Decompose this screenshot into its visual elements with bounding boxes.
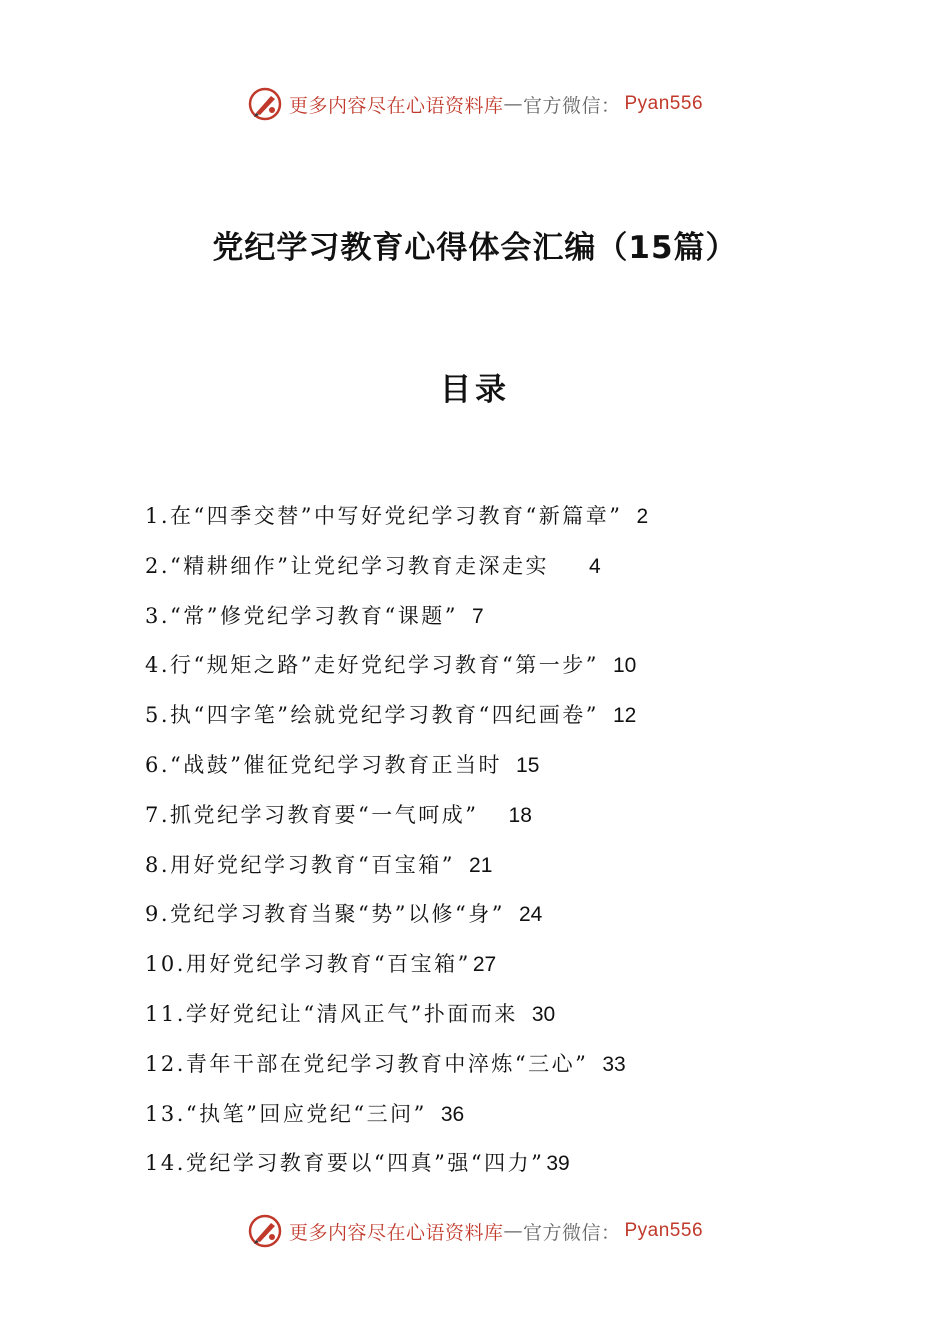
toc-entry[interactable] (145, 596, 825, 646)
watermark-site-text: 更多内容尽在心语资料库 (288, 1221, 504, 1244)
toc-entry-page: 30 (531, 1002, 556, 1026)
toc-entry-title: 7.抓党纪学习教育要“一气呵成” (145, 802, 479, 827)
pen-logo-icon (247, 1213, 283, 1249)
toc-entry[interactable] (145, 944, 825, 994)
table-of-contents (145, 496, 825, 1193)
toc-entry-title: 3.“常”修党纪学习教育“课题” (145, 603, 458, 628)
toc-entry-title: 1.在“四季交替”中写好党纪学习教育“新篇章” (145, 504, 623, 528)
toc-entry-title: 4.行“规矩之路”走好党纪学习教育“第一步” (145, 653, 599, 678)
toc-entry-title: 13.“执笔”回应党纪“三问” (145, 1101, 427, 1126)
toc-entry-page: 33 (602, 1052, 626, 1076)
watermark-wechat-label: 官方微信： (522, 94, 621, 117)
toc-entry[interactable] (145, 1094, 825, 1144)
watermark-wechat-handle: Pyan556 (624, 93, 704, 114)
toc-entry-page: 36 (440, 1102, 465, 1126)
toc-entry-page: 4 (589, 554, 601, 578)
watermark-wechat-handle: Pyan556 (624, 1220, 704, 1241)
watermark-site-text: 更多内容尽在心语资料库 (288, 94, 504, 117)
toc-entry-page: 15 (516, 753, 540, 777)
toc-entry-title: 11.学好党纪让“清风正气”扑面而来 (145, 1001, 518, 1026)
toc-entry-page: 27 (472, 953, 497, 977)
toc-entry-page: 24 (518, 903, 543, 927)
toc-entry-page: 2 (636, 505, 649, 528)
document-title: 党纪学习教育心得体会汇编（15篇） (212, 230, 738, 266)
watermark-dash: — (503, 1220, 523, 1242)
toc-entry[interactable] (145, 845, 825, 895)
toc-entry[interactable] (145, 994, 825, 1044)
toc-entry[interactable] (145, 1143, 825, 1193)
toc-entry[interactable] (145, 645, 825, 695)
footer-watermark (0, 1211, 950, 1251)
toc-entry-title: 2.“精耕细作”让党纪学习教育走深走实 (145, 553, 550, 578)
toc-entry-page: 7 (471, 604, 484, 628)
toc-entry[interactable] (145, 745, 825, 795)
toc-entry-title: 10.用好党纪学习教育“百宝箱” (145, 952, 471, 977)
toc-heading: 目录 (440, 372, 510, 408)
toc-entry[interactable] (145, 894, 825, 944)
toc-entry-title: 12.青年干部在党纪学习教育中淬炼“三心” (145, 1051, 589, 1076)
toc-entry-page: 21 (469, 853, 493, 877)
watermark-dash: — (503, 93, 523, 115)
toc-entry[interactable] (145, 695, 825, 745)
toc-entry[interactable] (145, 795, 825, 845)
toc-entry-page: 12 (612, 704, 637, 728)
toc-entry[interactable] (145, 1044, 825, 1094)
toc-entry-title: 8.用好党纪学习教育“百宝箱” (145, 852, 456, 877)
toc-entry-page: 10 (612, 654, 637, 678)
toc-entry-page: 39 (546, 1152, 570, 1176)
toc-entry-title: 9.党纪学习教育当聚“势”以修“身” (145, 902, 505, 927)
watermark-wechat-label: 官方微信： (522, 1221, 621, 1244)
toc-entry-title: 14.党纪学习教育要以“四真”强“四力” (145, 1151, 545, 1176)
toc-entry[interactable] (145, 546, 825, 596)
toc-entry[interactable] (145, 496, 825, 546)
toc-entry-title: 5.执“四字笔”绘就党纪学习教育“四纪画卷” (145, 703, 599, 728)
toc-entry-page: 18 (508, 803, 532, 827)
header-watermark (0, 84, 950, 124)
toc-entry-title: 6.“战鼓”催征党纪学习教育正当时 (145, 752, 503, 777)
pen-logo-icon (247, 86, 283, 122)
